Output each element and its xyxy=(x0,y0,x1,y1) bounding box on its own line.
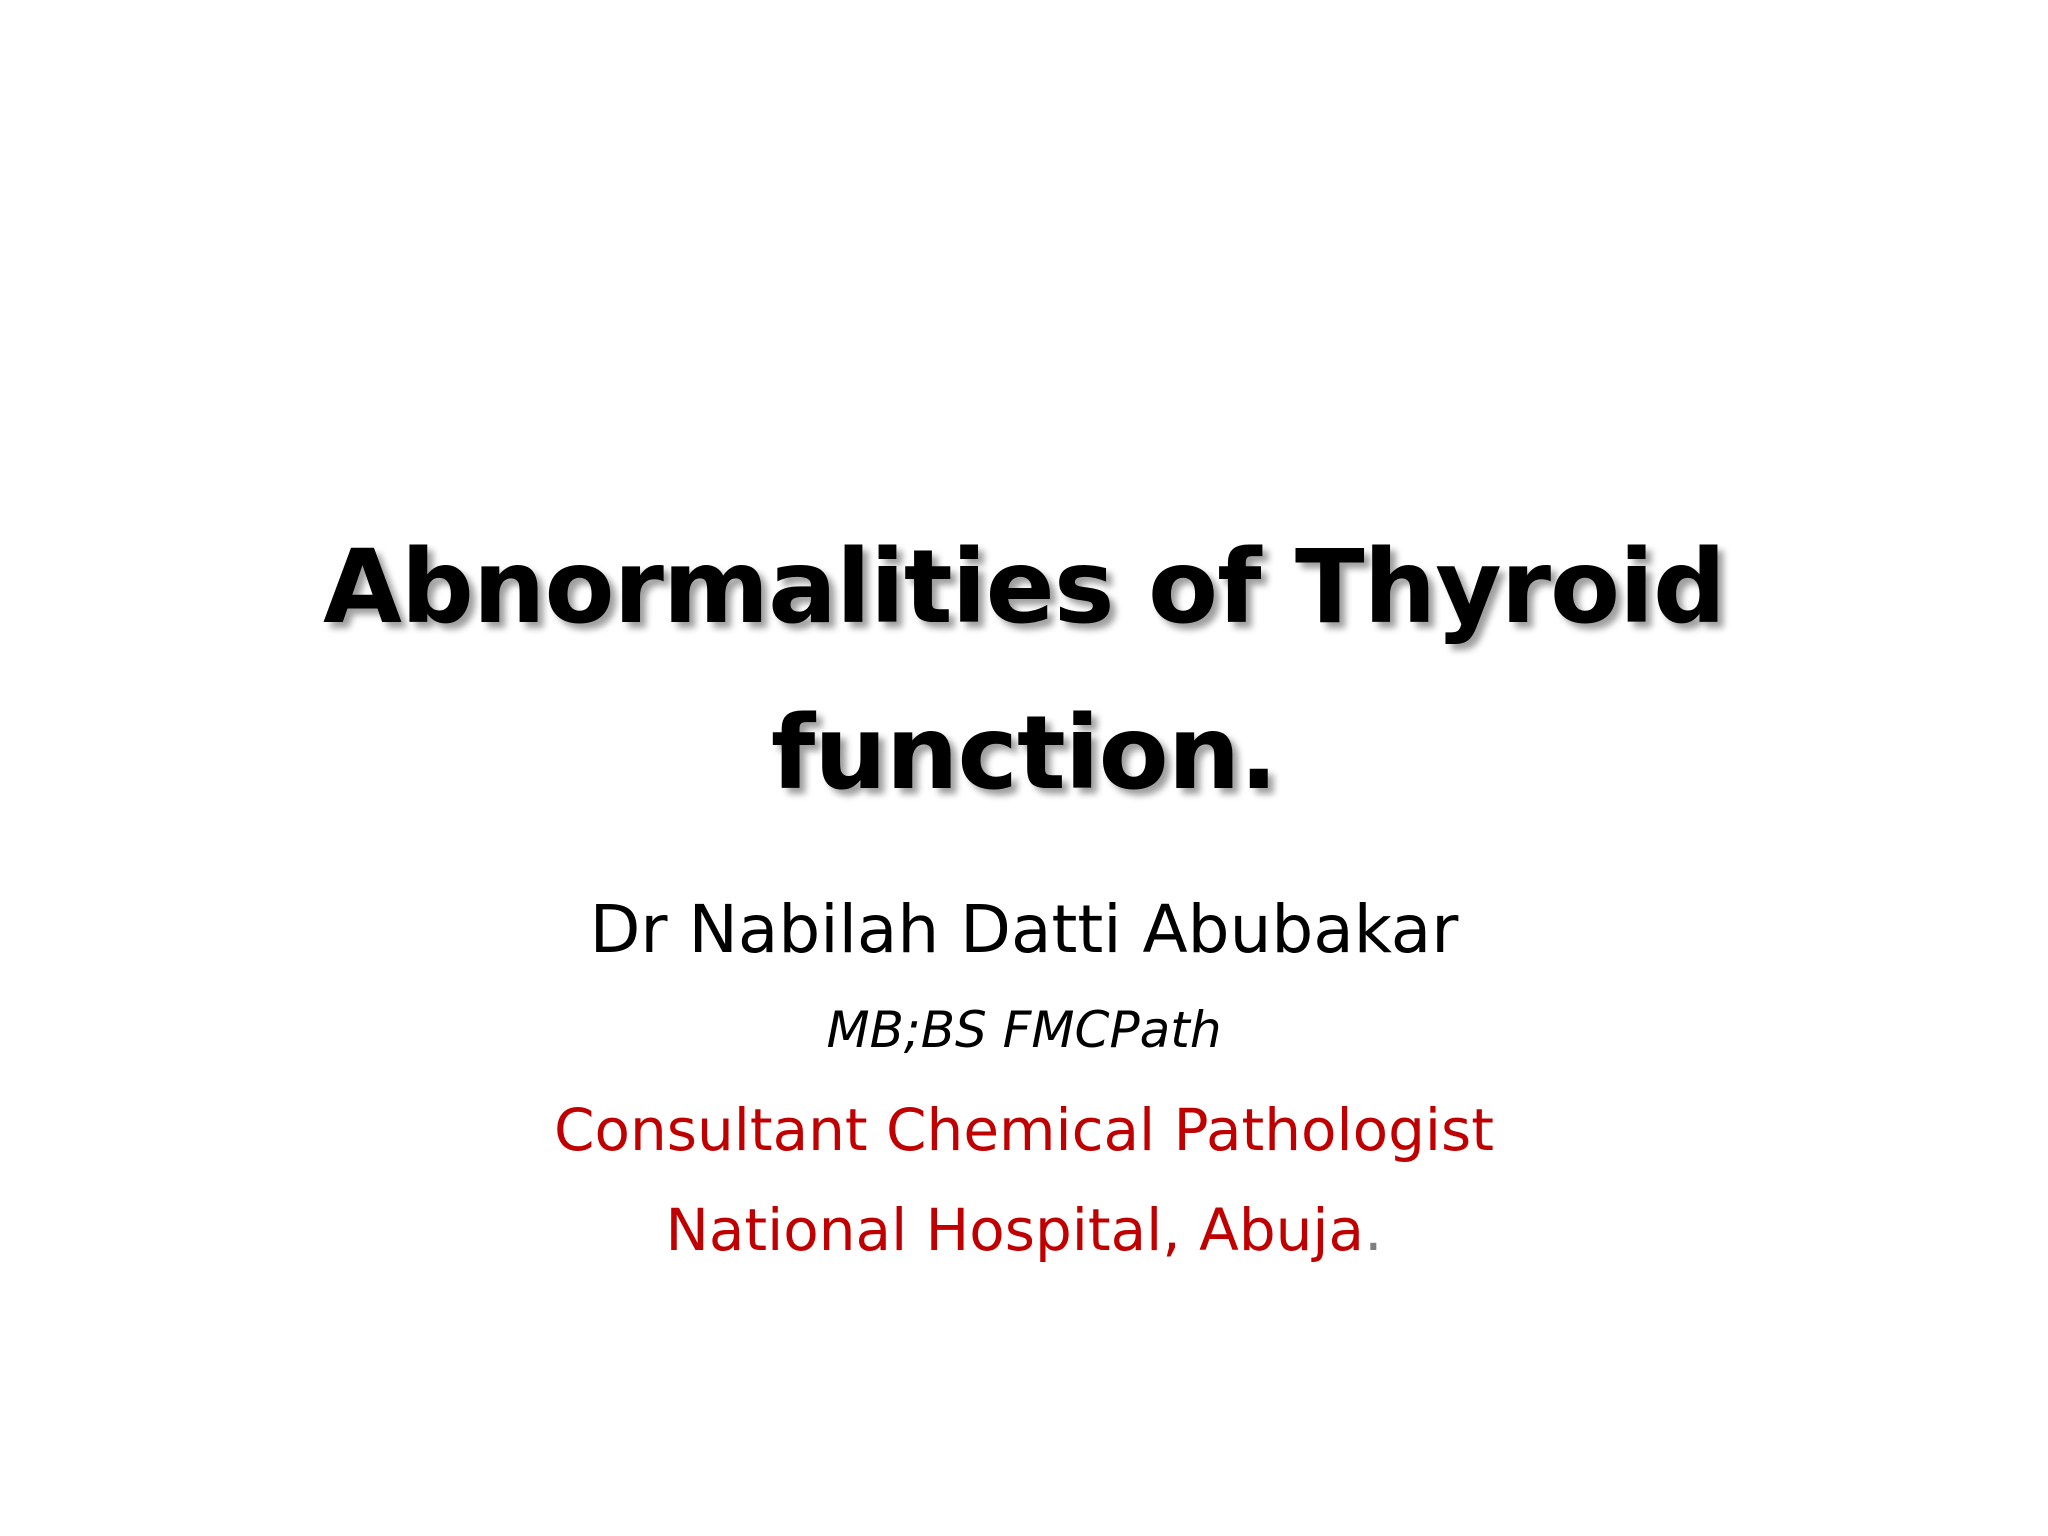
slide-title-line-2: function. xyxy=(770,694,1278,813)
slide-subtitle xyxy=(224,880,1824,1280)
institution-period: . xyxy=(1364,1196,1383,1264)
slide-title-line-1: Abnormalities of Thyroid xyxy=(322,528,1726,647)
author-name: Dr Nabilah Datti Abubakar xyxy=(589,891,1459,968)
slide-title xyxy=(224,505,1824,837)
author-credentials: MB;BS FMCPath xyxy=(826,1001,1222,1059)
author-institution xyxy=(224,1180,1824,1280)
author-role: Consultant Chemical Pathologist xyxy=(554,1096,1494,1164)
institution-name: National Hospital, Abuja xyxy=(665,1196,1365,1264)
